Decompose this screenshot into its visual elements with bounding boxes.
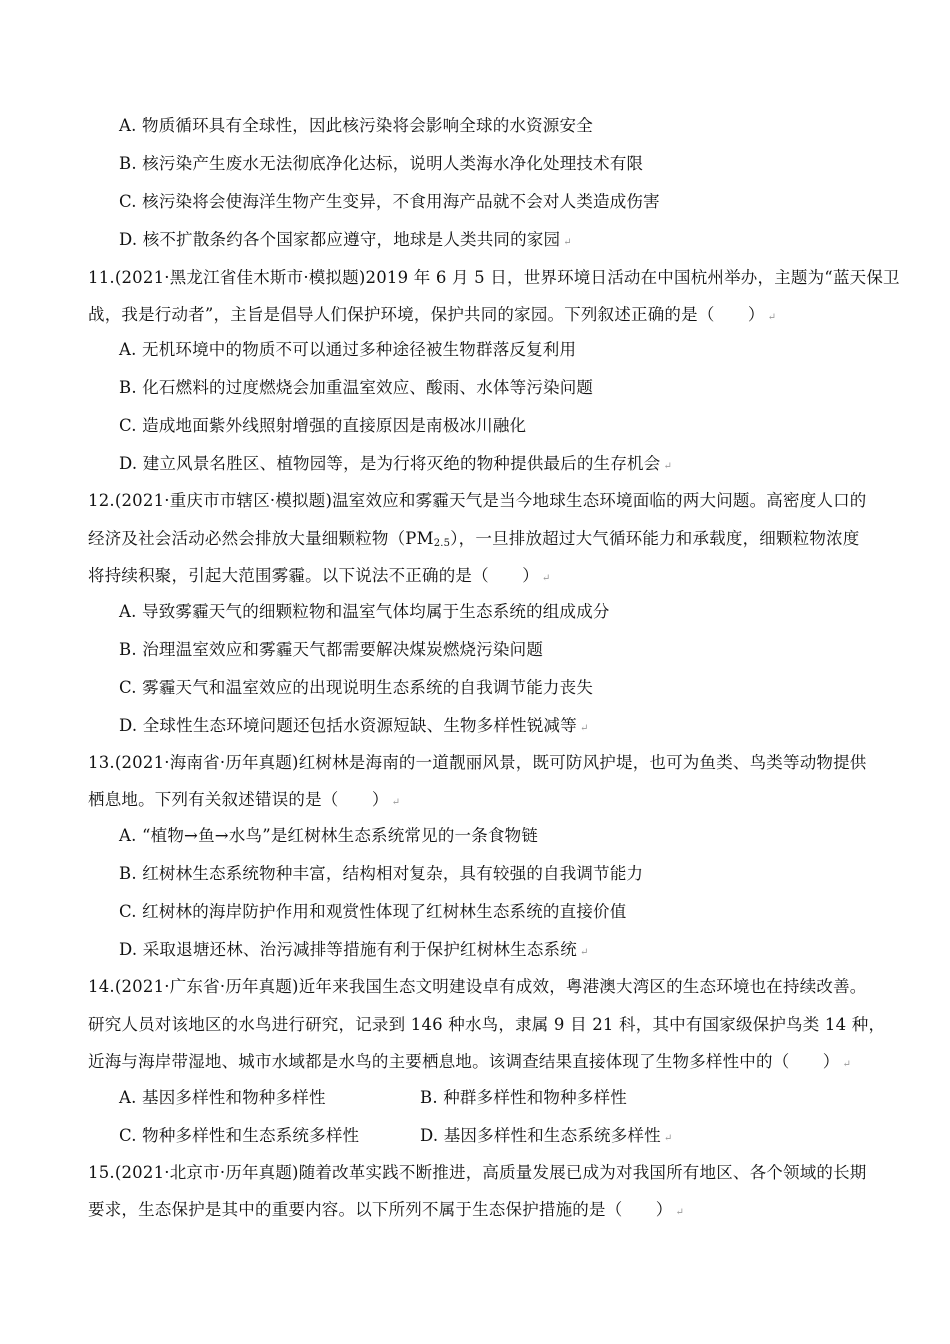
q10-option-d: D. 核不扩散条约各个国家都应遵守，地球是人类共同的家园 ↵ — [119, 230, 572, 249]
q13-option-d: D. 采取退塘还林、治污减排等措施有利于保护红树林生态系统 ↵ — [119, 940, 589, 959]
q12-stem-line2: 经济及社会活动必然会排放大量细颗粒物$(PM_{2.5})$，一旦排放超过大气循环能力和承载度，细颗粒物浓度 — [88, 529, 860, 549]
q13-option-b: B. 红树林生态系统物种丰富，结构相对复杂，具有较强的自我调节能力 — [119, 864, 644, 883]
q12-option-a: A. 导致雾霾天气的细颗粒物和温室气体均属于生态系统的组成成分 — [119, 602, 610, 621]
q12-option-d: D. 全球性生态环境问题还包括水资源短缺、生物多样性锐减等 ↵ — [119, 716, 589, 735]
q14-stem-line2: 研究人员对该地区的水鸟进行研究，记录到 146 种水鸟，隶属 9 目 21 科，其中有国家级保护鸟类 14 种， — [88, 1015, 886, 1034]
q10-option-a: A. 物质循环具有全球性，因此核污染将会影响全球的水资源安全 — [119, 116, 593, 135]
q11-option-a: A. 无机环境中的物质不可以通过多种途径被生物群落反复利用 — [119, 340, 577, 359]
q11-option-b: B. 化石燃料的过度燃烧会加重温室效应、酸雨、水体等污染问题 — [119, 378, 594, 397]
q12-stem-line3: 将持续积聚，引起大范围雾霾。以下说法不正确的是（ ） ↵ — [88, 566, 551, 585]
q13-stem-line2: 栖息地。下列有关叙述错误的是（ ） ↵ — [88, 790, 401, 809]
q12-stem-line1: 12.(2021·重庆市市辖区·模拟题)温室效应和雾霾天气是当今地球生态环境面临的两大问题。高密度人口的 — [88, 491, 867, 510]
q11-option-c: C. 造成地面紫外线照射增强的直接原因是南极冰川融化 — [119, 416, 527, 435]
q14-option-b: B. 种群多样性和物种多样性 — [420, 1088, 627, 1107]
q14-stem-line1: 14.(2021·广东省·历年真题)近年来我国生态文明建设卓有成效，粤港澳大湾区的生态环境也在持续改善。 — [88, 977, 867, 996]
q13-stem-line1: 13.(2021·海南省·历年真题)红树林是海南的一道靓丽风景，既可防风护堤，也可为鱼类、鸟类等动物提供 — [88, 753, 867, 772]
q11-stem-line2: 战，我是行动者”，主旨是倡导人们保护环境，保护共同的家园。下列叙述正确的是（ ） ↵ — [88, 305, 777, 324]
q11-option-d: D. 建立风景名胜区、植物园等，是为行将灭绝的物种提供最后的生存机会 ↵ — [119, 454, 673, 473]
q15-stem-line2: 要求，生态保护是其中的重要内容。以下所列不属于生态保护措施的是（ ） ↵ — [88, 1200, 685, 1219]
q13-option-c: C. 红树林的海岸防护作用和观赏性体现了红树林生态系统的直接价值 — [119, 902, 627, 921]
q10-option-b: B. 核污染产生废水无法彻底净化达标，说明人类海水净化处理技术有限 — [119, 154, 644, 173]
q14-option-c: C. 物种多样性和生态系统多样性 — [119, 1126, 360, 1145]
q14-option-d: D. 基因多样性和生态系统多样性 ↵ — [420, 1126, 673, 1145]
q13-option-a: A. “植物→鱼→水鸟”是红树林生态系统常见的一条食物链 — [119, 826, 539, 845]
q10-option-c: C. 核污染将会使海洋生物产生变异，不食用海产品就不会对人类造成伤害 — [119, 192, 660, 211]
q15-stem-line1: 15.(2021·北京市·历年真题)随着改革实践不断推进，高质量发展已成为对我国所有地区、各个领域的长期 — [88, 1163, 867, 1182]
q11-stem-line1: 11.(2021·黑龙江省佳木斯市·模拟题)2019 年 6 月 5 日，世界环境日活动在中国杭州举办，主题为“蓝天保卫 — [88, 268, 900, 287]
q14-stem-line3: 近海与海岸带湿地、城市水域都是水鸟的主要栖息地。该调查结果直接体现了生物多样性中的（ ） ↵ — [88, 1052, 852, 1071]
q12-option-b: B. 治理温室效应和雾霾天气都需要解决煤炭燃烧污染问题 — [119, 640, 544, 659]
q14-option-a: A. 基因多样性和物种多样性 — [119, 1088, 326, 1107]
q12-option-c: C. 雾霾天气和温室效应的出现说明生态系统的自我调节能力丧失 — [119, 678, 594, 697]
